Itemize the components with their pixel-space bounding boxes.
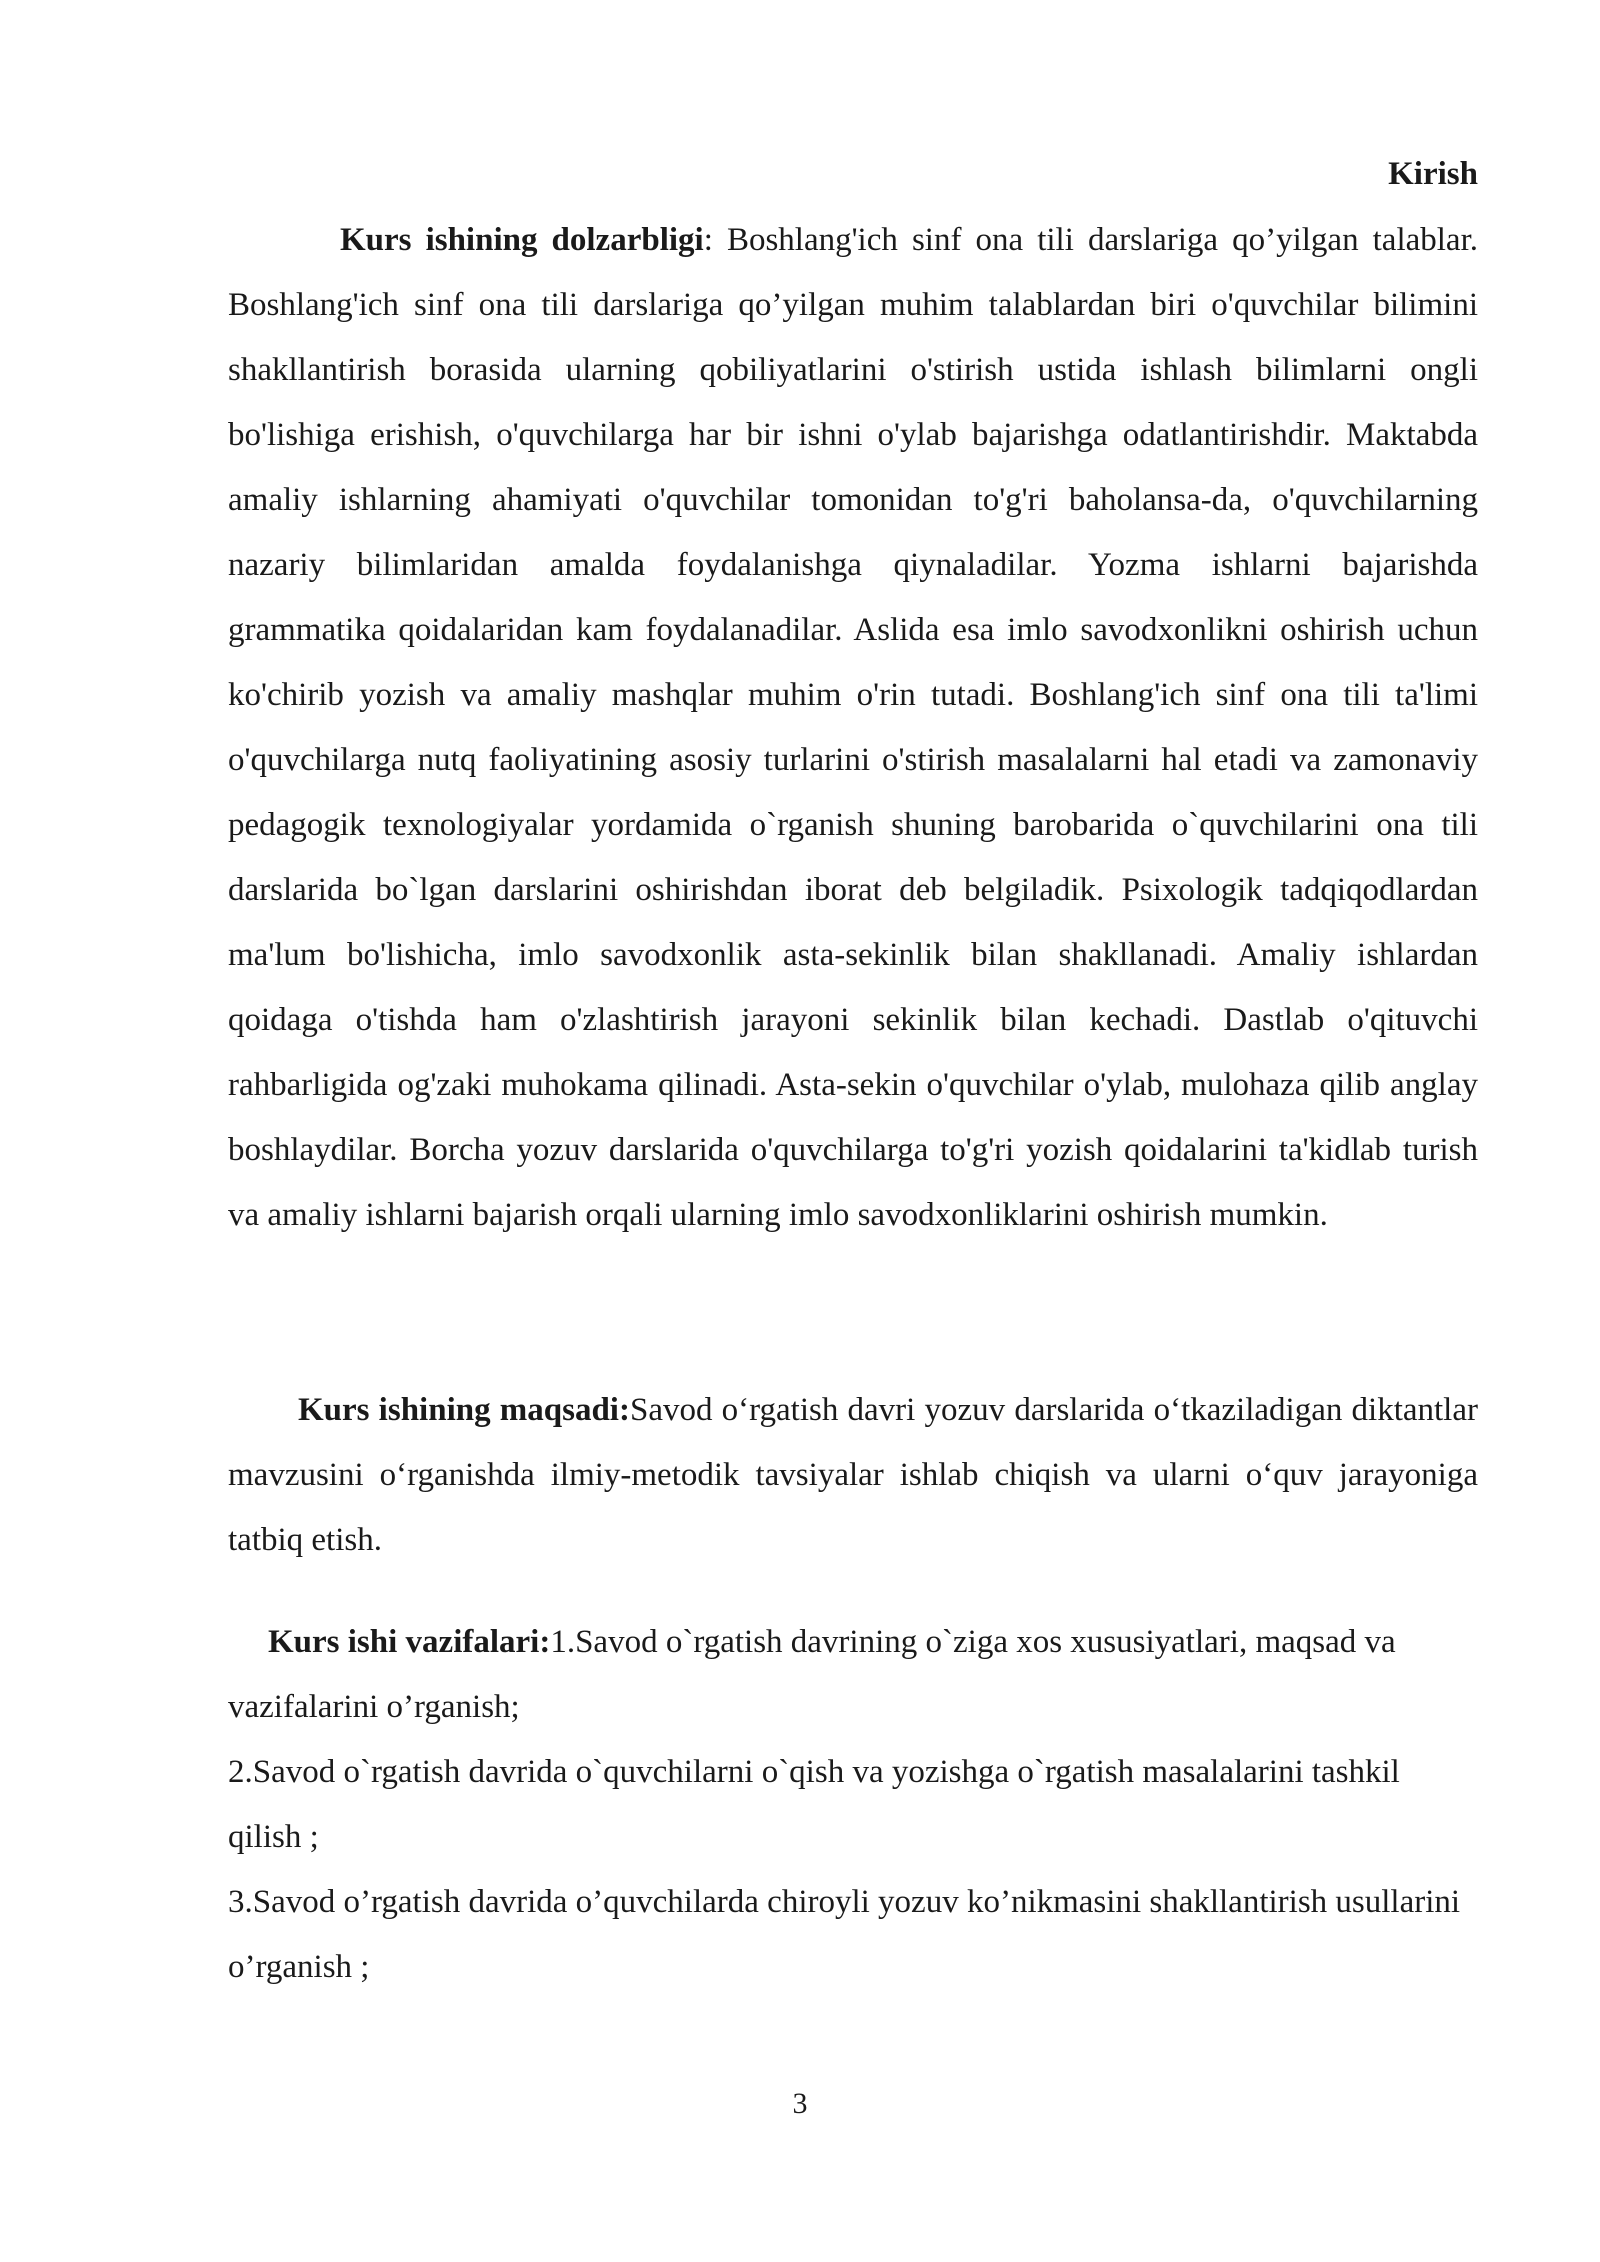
goal-lead: Kurs ishining maqsadi: <box>298 1392 630 1428</box>
tasks-paragraph <box>228 1610 1478 1740</box>
task-1-text: 1.Savod o`rgatish davrining o`ziga xos xususiyatlari, maqsad va vazifalarini o’rganish; <box>228 1624 1396 1725</box>
task-3-paragraph: 3.Savod o’rgatish davrida o’quvchilarda chiroyli yozuv ko’nikmasini shakllantirish usullarini o’rganish ; <box>228 1884 1461 1985</box>
page-number: 3 <box>792 2087 808 2120</box>
relevance-text: : Boshlang'ich sinf ona tili darslariga qo’yilgan talablar. Boshlang'ich sinf ona tili darslariga qo’yilgan muhim talablardan biri o'quvchilar bilimini shakllantirish borasida ularning qobiliyatlarini o'stirish ustida ishlash bilimlarni ongli bo'lishiga erishish, o'quvchilarga har bir ishni o'ylab bajarishga odatlantirishdir. Maktabda amaliy ishlarning ahamiyati o'quvchilar tomonidan to'g'ri baholansa-da, o'quvchilarning nazariy bilimlaridan amalda foydalanishga qiynaladilar. Yozma ishlarni bajarishda grammatika qoidalaridan kam foydalanadilar. Aslida esa imlo savodxonlikni oshirish uchun ko'chirib yozish va amaliy mashqlar muhim o'rin tutadi. Boshlang'ich sinf ona tili ta'limi o'quvchilarga nutq faoliyatining asosiy turlarini o'stirish masalalarni hal etadi va zamonaviy pedagogik texnologiyalar yordamida o`rganish shuning barobarida o`quvchilarini ona tili darslarida bo`lgan darslarini oshirishdan iborat deb belgiladik. Psixologik tadqiqodlardan ma'lum bo'lishicha, imlo savodxonlik asta-sekinlik bilan shakllanadi. Amaliy ishlardan qoidaga o'tishda ham o'zlashtirish jarayoni sekinlik bilan kechadi. Dastlab o'qituvchi rahbarligida og'zaki muhokama qilinadi. Asta-sekin o'quvchilar o'ylab, mulohaza qilib anglay boshlaydilar. Borcha yozuv darslarida o'quvchilarga to'g'ri yozish qoidalarini ta'kidlab turish va amaliy ishlarni bajarish orqali ularning imlo savodxonliklarini oshirish mumkin. <box>228 222 1478 1233</box>
relevance-paragraph <box>228 208 1478 1248</box>
task-2-paragraph: 2.Savod o`rgatish davrida o`quvchilarni o`qish va yozishga o`rgatish masalalarini tashkil qilish ; <box>228 1754 1400 1855</box>
section-heading: Kirish <box>1388 156 1478 192</box>
relevance-lead: Kurs ishining dolzarbligi <box>340 222 704 258</box>
goal-paragraph <box>228 1378 1478 1573</box>
tasks-lead: Kurs ishi vazifalari: <box>268 1624 551 1660</box>
goal-text: Savod o‘rgatish davri yozuv darslarida o‘tkaziladigan diktantlar mavzusini o‘rganishda ilmiy-metodik tavsiyalar ishlab chiqish va ularni o‘quv jarayoniga tatbiq etish. <box>228 1392 1478 1558</box>
